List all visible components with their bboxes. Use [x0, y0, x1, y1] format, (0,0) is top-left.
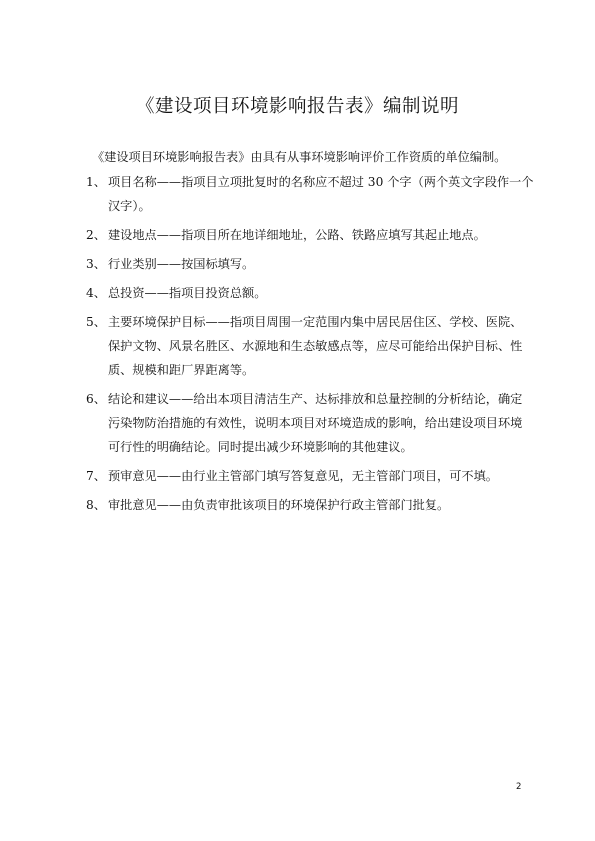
- item-text-line: 预审意见——由行业主管部门填写答复意见，无主管部门项目，可不填。: [108, 469, 498, 483]
- item-number: 4、: [86, 286, 106, 300]
- list-item: [86, 281, 526, 305]
- item-text-line: 污染物防治措施的有效性，说明本项目对环境造成的影响，给出建设项目环境: [108, 416, 523, 430]
- page-number: 2: [516, 782, 522, 792]
- item-number: 7、: [86, 469, 106, 483]
- item-number: 5、: [86, 315, 106, 329]
- item-text-line: 总投资——指项目投资总额。: [108, 286, 267, 300]
- list-item: [86, 387, 526, 459]
- item-number: 6、: [86, 392, 106, 406]
- instruction-list: [86, 170, 534, 522]
- item-text-line: 审批意见——由负责审批该项目的环境保护行政主管部门批复。: [108, 498, 450, 512]
- item-number: 2、: [86, 228, 106, 242]
- item-text-line: 结论和建议——给出本项目清洁生产、达标排放和总量控制的分析结论，确定: [108, 392, 523, 406]
- item-number: 1、: [86, 175, 106, 189]
- item-text-line: 质、规模和距厂界距离等。: [108, 363, 255, 377]
- intro-paragraph: 《建设项目环境影响报告表》由具有从事环境影响评价工作资质的单位编制。: [92, 150, 507, 164]
- item-text-line: 可行性的明确结论。同时提出减少环境影响的其他建议。: [108, 440, 413, 454]
- list-item: [86, 252, 526, 276]
- item-number: 3、: [86, 257, 106, 271]
- item-text-line: 保护文物、风景名胜区、水源地和生态敏感点等，应尽可能给出保护目标、性: [108, 339, 523, 353]
- list-item: [86, 170, 534, 218]
- item-text-line: 建设地点——指项目所在地详细地址，公路、铁路应填写其起止地点。: [108, 228, 486, 242]
- item-text-line: 主要环境保护目标——指项目周围一定范围内集中居民居住区、学校、医院、: [108, 315, 523, 329]
- item-number: 8、: [86, 498, 106, 512]
- item-text-line: 汉字）。: [108, 199, 151, 213]
- document-title: 《建设项目环境影响报告表》编制说明: [135, 96, 459, 117]
- item-text-line: 行业类别——按国标填写。: [108, 257, 255, 271]
- list-item: [86, 310, 526, 382]
- item-text-line: 项目名称——指项目立项批复时的名称应不超过 30 个字（两个英文字段作一个: [108, 175, 534, 189]
- list-item: [86, 464, 526, 488]
- list-item: [86, 493, 526, 517]
- list-item: [86, 223, 526, 247]
